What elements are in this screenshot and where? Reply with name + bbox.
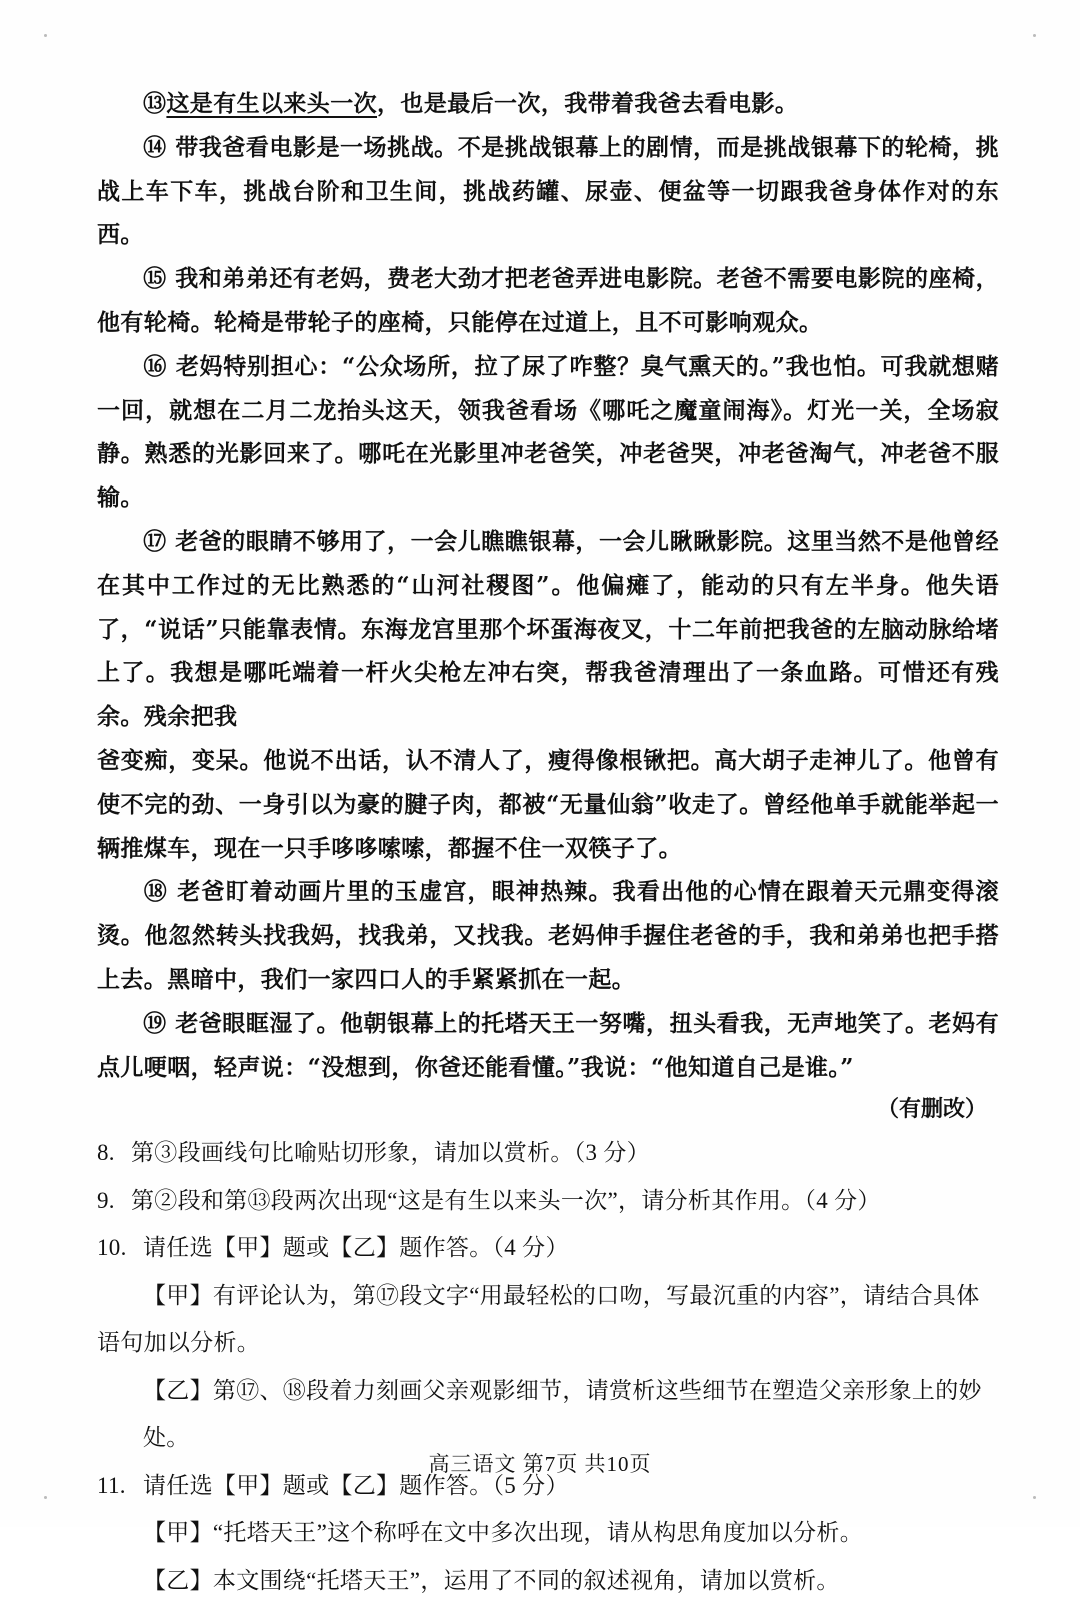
paragraph-18 bbox=[97, 870, 999, 1001]
question-10 bbox=[97, 1224, 999, 1272]
paragraph-13-rest: ，也是最后一次，我带着我爸去看电影。 bbox=[377, 90, 799, 117]
scan-mark bbox=[1033, 1496, 1036, 1499]
question-10-text: 请任选【甲】题或【乙】题作答。（4 分） bbox=[143, 1235, 569, 1261]
question-11-yi-text: 【乙】本文围绕“托塔天王”，运用了不同的叙述视角，请加以赏析。 bbox=[143, 1567, 840, 1593]
question-10-jia-text: 【甲】有评论认为，第⑰段文字“用最轻松的口吻，写最沉重的内容”，请结合具体语句加以分析。 bbox=[97, 1282, 980, 1356]
paragraph-15-text: ⑮ 我和弟弟还有老妈，费老大劲才把老爸弄进电影院。老爸不需要电影院的座椅，他有轮椅。轮椅是带轮子的座椅，只能停在过道上，且不可影响观众。 bbox=[97, 265, 999, 336]
question-11-number: 11. bbox=[97, 1472, 126, 1498]
question-10-yi-text: 【乙】第⑰、⑱段着力刻画父亲观影细节，请赏析这些细节在塑造父亲形象上的妙处。 bbox=[143, 1377, 982, 1451]
paragraph-16-text: ⑯ 老妈特别担心：“公众场所，拉了尿了咋整？臭气熏天的。”我也怕。可我就想赌一回，就想在二月二龙抬头这天，领我爸看场《哪吒之魔童闹海》。灯光一关，全场寂静。熟悉的光影回来了。哪吒在光影里冲老爸笑，冲老爸哭，冲老爸淘气，冲老爸不服输。 bbox=[97, 352, 999, 512]
question-11-text: 请任选【甲】题或【乙】题作答。（5 分） bbox=[143, 1472, 569, 1498]
question-10-option-jia bbox=[97, 1272, 999, 1367]
paragraph-13 bbox=[97, 82, 999, 126]
scan-mark bbox=[44, 1496, 47, 1499]
question-11-option-yi bbox=[97, 1557, 999, 1604]
paragraph-14 bbox=[97, 126, 999, 257]
question-9-text: 第②段和第⑬段两次出现“这是有生以来头一次”，请分析其作用。（4 分） bbox=[131, 1187, 881, 1213]
paragraph-17-part-a bbox=[97, 520, 999, 739]
scan-mark bbox=[1033, 34, 1036, 37]
underlined-sentence: 这是有生以来头一次 bbox=[166, 90, 378, 117]
scan-mark bbox=[44, 34, 47, 37]
paragraph-17a-text: ⑰ 老爸的眼睛不够用了，一会儿瞧瞧银幕，一会儿瞅瞅影院。这里当然不是他曾经在其中工作过的无比熟悉的“山河社稷图”。他偏瘫了，能动的只有左半身。他失语了，“说话”只能靠表情。东海龙宫里那个坏蛋海夜叉，十二年前把我爸的左脑动脉给堵上了。我想是哪吒端着一杆火尖枪左冲右突，帮我爸清理出了一条血路。可惜还有残余。残余把我 bbox=[97, 527, 999, 731]
question-9 bbox=[97, 1177, 999, 1225]
question-8-number: 8. bbox=[97, 1140, 115, 1166]
page-footer: 高三语文 第7页 共10页 bbox=[428, 1452, 652, 1476]
paragraph-14-text: ⑭ 带我爸看电影是一场挑战。不是挑战银幕上的剧情，而是挑战银幕下的轮椅，挑战上车下车，挑战台阶和卫生间，挑战药罐、尿壶、便盆等一切跟我爸身体作对的东西。 bbox=[97, 133, 999, 249]
abridged-note: （有删改） bbox=[876, 1096, 987, 1123]
paragraph-16 bbox=[97, 345, 999, 520]
paragraph-18-text: ⑱ 老爸盯着动画片里的玉虚宫，眼神热辣。我看出他的心情在跟着天元鼎变得滚烫。他忽然转头找我妈，找我弟，又找我。老妈伸手握住老爸的手，我和弟弟也把手搭上去。黑暗中，我们一家四口人的手紧紧抓在一起。 bbox=[97, 878, 999, 993]
question-10-number: 10. bbox=[97, 1235, 127, 1261]
page-content bbox=[97, 82, 999, 1604]
question-8-text: 第③段画线句比喻贴切形象，请加以赏析。（3 分） bbox=[131, 1140, 650, 1166]
question-8 bbox=[97, 1129, 999, 1177]
paragraph-19-text: ⑲ 老爸眼眶湿了。他朝银幕上的托塔天王一努嘴，扭头看我，无声地笑了。老妈有点儿哽咽，轻声说：“没想到，你爸还能看懂。”我说：“他知道自己是谁。” bbox=[97, 1009, 999, 1081]
question-9-number: 9. bbox=[97, 1187, 115, 1213]
paragraph-19 bbox=[97, 1002, 999, 1090]
question-11-option-jia bbox=[97, 1509, 999, 1557]
paragraph-17b-text: 爸变痴，变呆。他说不出话，认不清人了，瘦得像根锹把。高大胡子走神儿了。他曾有使不完的劲、一身引以为豪的腱子肉，都被“无量仙翁”收走了。曾经他单手就能举起一辆推煤车，现在一只手哆哆嗦嗦，都握不住一双筷子了。 bbox=[97, 746, 999, 862]
paragraph-13-mark: ⑬ bbox=[143, 90, 167, 117]
paragraph-15 bbox=[97, 257, 999, 345]
question-11-jia-text: 【甲】“托塔天王”这个称呼在文中多次出现，请从构思角度加以分析。 bbox=[143, 1520, 864, 1546]
paragraph-17-part-b bbox=[97, 739, 999, 870]
